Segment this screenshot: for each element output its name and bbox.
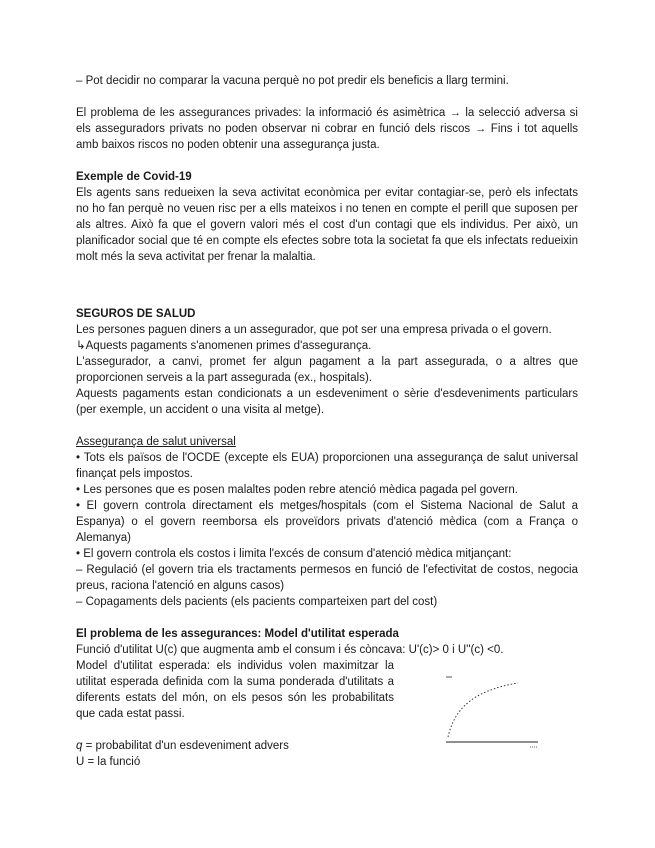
u-definition: U = la funció: [76, 756, 141, 768]
concave-utility-curve: [448, 683, 518, 737]
universal-bullet-4: • El govern controla els costos i limita l'excés de consum d'atenció mèdica mitjançant:: [76, 548, 512, 560]
universal-bullet-1: • Tots els països de l'OCDE (excepte els EUA) proporcionen una assegurança de salut universal finançat pels impostos.: [76, 452, 578, 480]
model-p2: Model d'utilitat esperada: els individus volen maximitzar la utilitat esperada definida com la suma ponderada d'utilitats a diferents estats del món, on els pesos són les probabilitats que cada estat passi.: [76, 660, 394, 720]
universal-heading: Assegurança de salut universal: [76, 436, 236, 448]
seguros-heading: SEGUROS DE SALUD: [76, 308, 196, 320]
model-heading: El problema de les assegurances: Model d'utilitat esperada: [76, 628, 399, 640]
utility-curve-figure: [446, 671, 546, 761]
document-page: [76, 73, 578, 770]
seguros-p4: Aquests pagaments estan condicionats a un esdeveniment o sèrie d'esdeveniments particulars (per exemple, un accident o una visita al metge).: [76, 388, 578, 416]
universal-bullet-5: – Regulació (el govern tria els tractaments permesos en funció de l'efectivitat de costos, negocia preus, raciona l'atenció en alguns casos): [76, 564, 578, 592]
universal-bullet-3: • El govern controla directament els metges/hospitals (com el Sistema Nacional de Salut a Espanya) o el govern reemborsa els proveïdors privats d'atenció mèdica (com a França o Alemanya): [76, 500, 578, 544]
universal-bullet-2: • Les persones que es posen malaltes poden rebre atenció mèdica pagada pel govern.: [76, 484, 518, 496]
q-definition-text: = probabilitat d'un esdeveniment advers: [82, 740, 289, 752]
private-insurance-problem: El problema de les assegurances privades: la informació és asimètrica → la selecció adversa si els asseguradors privats no poden observar ni cobrar en funció dels riscos → Fins i tot aquells amb baixos riscos no poden obtenir una assegurança justa.: [76, 107, 578, 151]
model-p1: Funció d'utilitat U(c) que augmenta amb el consum i és còncava: U'(c)> 0 i U''(c) <0.: [76, 644, 504, 656]
seguros-p1: Les persones paguen diners a un assegurador, que pot ser una empresa privada o el govern.: [76, 324, 552, 336]
q-variable: q: [76, 740, 83, 752]
seguros-p3: L'assegurador, a canvi, promet fer algun pagament a la part assegurada, o a altres que proporcionen serveis a la part assegurada (ex., hospitals).: [76, 356, 578, 384]
universal-bullet-6: – Copagaments dels pacients (els pacients comparteixen part del cost): [76, 596, 438, 608]
utility-curve-graphic: [446, 671, 546, 761]
covid-heading: Exemple de Covid-19: [76, 171, 192, 183]
vaccine-line: – Pot decidir no comparar la vacuna perquè no pot predir els beneficis a llarg termini.: [76, 75, 509, 87]
covid-body: Els agents sans redueixen la seva activitat econòmica per evitar contagiar-se, però els infectats no ho fan perquè no veuen risc per a ells mateixos i no tenen en compte el perill que suposen per als altres. Això fa que el govern valori més el cost d'un contagi que els individus. Per això, un planificador social que té en compte els efectes sobre tota la societat fa que els infectats redueixin molt més la seva activitat per frenar la malaltia.: [76, 187, 578, 263]
seguros-p2: ↳Aquests pagaments s'anomenen primes d'assegurança.: [76, 340, 372, 352]
